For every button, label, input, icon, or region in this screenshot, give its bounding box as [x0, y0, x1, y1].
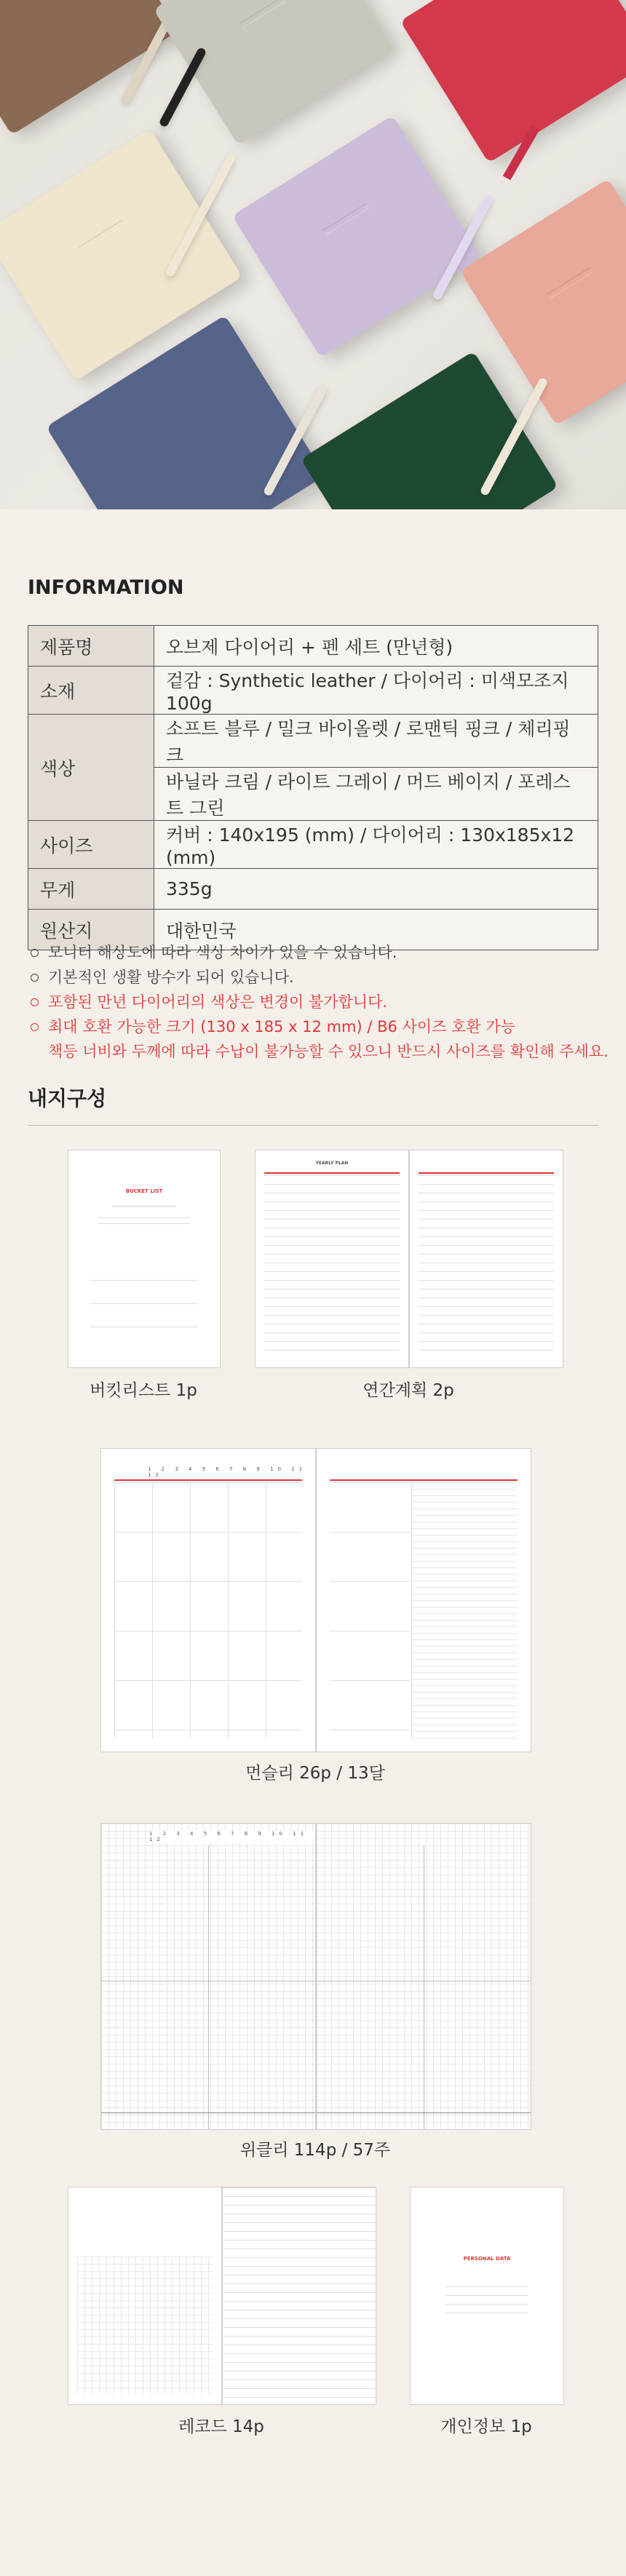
- table-row: [28, 667, 598, 715]
- bullet-icon: [31, 974, 39, 982]
- notice-list: [28, 940, 610, 1064]
- page-title: YEARLY PLAN: [315, 1161, 349, 1166]
- row-label: 제품명: [28, 626, 154, 667]
- row-value: 커버 : 140x195 (mm) / 다이어리 : 130x185x12 (mm): [154, 821, 598, 869]
- row-label: 소재: [28, 667, 154, 715]
- page-title: BUCKET LIST: [125, 1188, 163, 1194]
- diary-milk-violet: [232, 116, 481, 358]
- hero-product-photo: [0, 0, 626, 509]
- table-row: [28, 821, 598, 869]
- week-numbers: 1 2 3 4 5 6 7 8 9 10 11 12: [149, 1831, 315, 1842]
- bucket-list-page-preview: [68, 1150, 221, 1368]
- list-item: 최대 호환 가능한 크기 (130 x 185 x 12 mm) / B6 사이즈 호환 가능 책등 너비와 두께에 따라 수납이 불가능할 수 있으니 반드시 사이즈를 확인해 주세요.: [28, 1014, 610, 1064]
- row-value: 겉감 : Synthetic leather / 다이어리 : 미색모조지 100g: [154, 667, 598, 715]
- yearly-plan-page-right: [409, 1150, 563, 1368]
- bullet-icon: [31, 1023, 39, 1031]
- table-row: [28, 626, 598, 667]
- row-label: 원산지: [28, 910, 154, 950]
- month-numbers: 1 2 3 4 5 6 7 8 9 10 11 12: [148, 1466, 307, 1478]
- row-value: 바닐라 크림 / 라이트 그레이 / 머드 베이지 / 포레스트 그린: [154, 768, 598, 821]
- row-label: 무게: [28, 869, 154, 910]
- row-value: 대한민국: [154, 910, 598, 950]
- information-table: [28, 625, 598, 950]
- contents-heading: 내지구성: [28, 1086, 107, 1110]
- weekly-page-right: [316, 1823, 531, 2130]
- diary-cherry-pink: [400, 0, 626, 163]
- bullet-icon: [31, 949, 39, 957]
- row-value: 오브제 다이어리 + 펜 세트 (만년형): [154, 626, 598, 667]
- weekly-page-left: [100, 1823, 316, 2130]
- table-row: [28, 715, 598, 768]
- information-heading: INFORMATION: [28, 576, 184, 599]
- yearly-plan-page-left: [255, 1150, 409, 1368]
- caption-bucket-list: 버킷리스트 1p: [90, 1381, 197, 1400]
- bullet-icon: [31, 998, 39, 1006]
- table-row: [28, 869, 598, 910]
- record-page-left: [68, 2187, 222, 2405]
- personal-data-page-preview: [410, 2187, 564, 2405]
- row-label: 색상: [28, 715, 154, 821]
- list-item: 기본적인 생활 방수가 되어 있습니다.: [28, 965, 610, 990]
- list-item: 모니터 해상도에 따라 색상 차이가 있을 수 있습니다.: [28, 940, 610, 965]
- record-page-right: [222, 2187, 376, 2405]
- caption-record: 레코드 14p: [178, 2417, 264, 2436]
- caption-weekly: 위클리 114p / 57주: [239, 2141, 391, 2160]
- row-value: 소프트 블루 / 밀크 바이올렛 / 로맨틱 핑크 / 체리핑크: [154, 715, 598, 768]
- divider: [28, 1125, 598, 1126]
- list-item: 포함된 만년 다이어리의 색상은 변경이 불가합니다.: [28, 990, 610, 1014]
- row-label: 사이즈: [28, 821, 154, 869]
- caption-monthly: 먼슬리 26p / 13달: [245, 1764, 385, 1783]
- diary-mud-beige: [0, 0, 178, 135]
- caption-yearly-plan: 연간계획 2p: [362, 1381, 454, 1400]
- monthly-page-left: [100, 1448, 316, 1752]
- page-title: PERSONAL DATA: [463, 2256, 511, 2262]
- pen-icon: [159, 47, 207, 128]
- monthly-page-right: [316, 1448, 531, 1752]
- caption-personal-data: 개인정보 1p: [440, 2417, 532, 2436]
- row-value: 335g: [154, 869, 598, 910]
